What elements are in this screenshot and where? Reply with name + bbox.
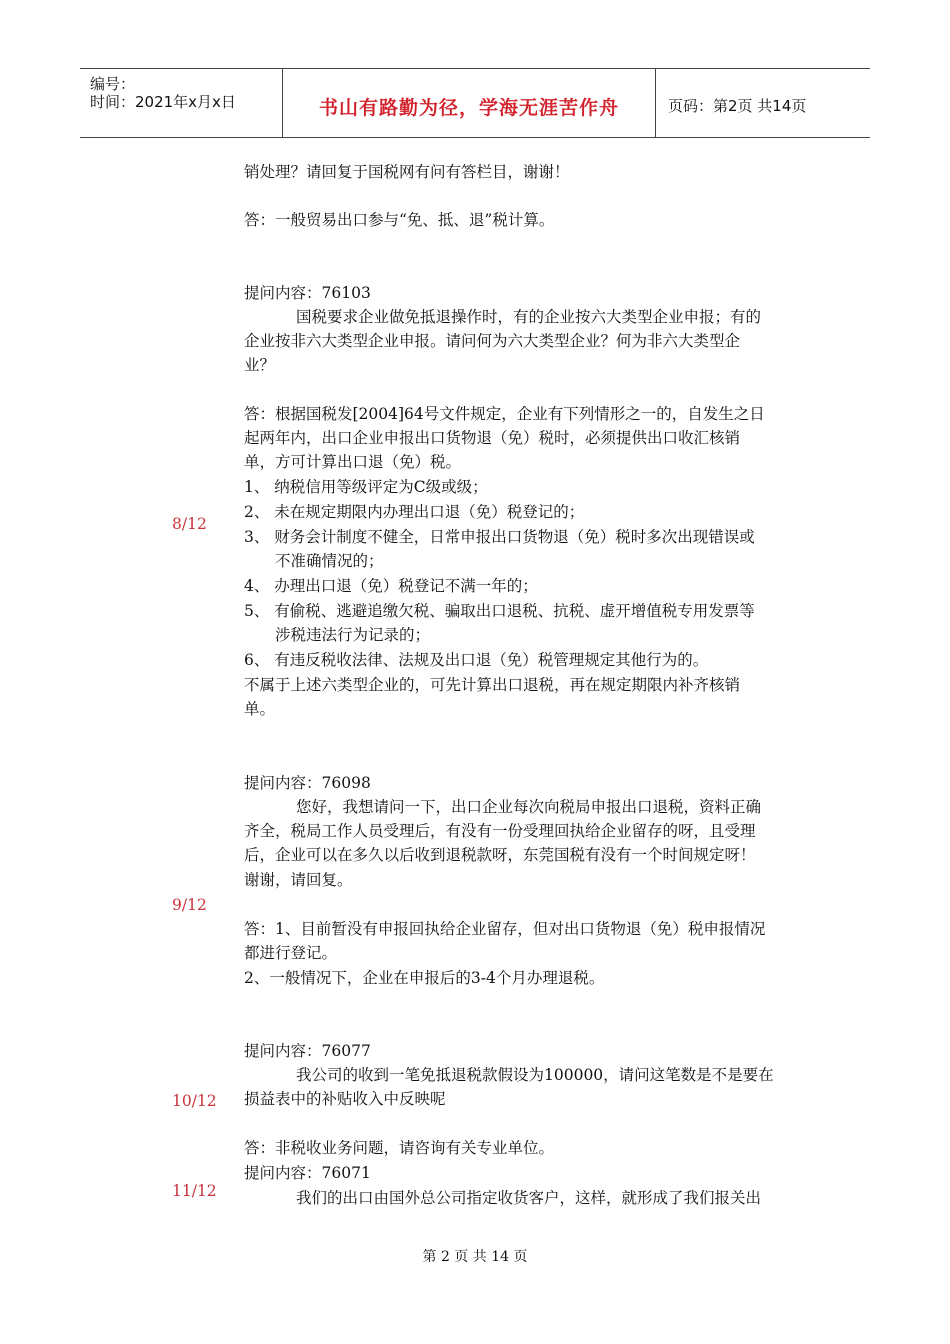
text-line: 我公司的收到一笔免抵退税款假设为100000，请问这笔数是不是要在 (296, 1066, 774, 1084)
side-page-mark: 11/12 (172, 1182, 217, 1200)
document-number: 编号： (90, 75, 136, 93)
list-item: 6、 有违反税收法律、法规及出口退（免）税管理规定其他行为的。 (244, 651, 709, 669)
answer-line: 答：根据国税发[2004]64号文件规定，企业有下列情形之一的，自发生之日 (244, 405, 765, 423)
text-line: 后，企业可以在多久以后收到退税款呀，东莞国税有没有一个时间规定呀！ (244, 846, 756, 864)
list-item: 4、 办理出口退（免）税登记不满一年的； (244, 577, 538, 595)
text-line: 企业按非六大类型企业申报。请问何为六大类型企业？何为非六大类型企 (244, 332, 741, 350)
text-line: 单。 (244, 700, 276, 718)
text-line: 我们的出口由国外总公司指定收货客户，这样，就形成了我们报关出 (296, 1189, 762, 1207)
header-meta-cell (80, 69, 283, 137)
text-line: 谢谢，请回复。 (244, 871, 353, 889)
text-line: 业？ (244, 356, 276, 374)
question-id: 提问内容：76103 (244, 284, 371, 302)
side-page-mark: 9/12 (172, 896, 207, 914)
answer-line: 答：非税收业务问题，请咨询有关专业单位。 (244, 1139, 555, 1157)
text-line: 都进行登记。 (244, 944, 338, 962)
text-line: 不属于上述六类型企业的，可先计算出口退税，再在规定期限内补齐核销 (244, 676, 741, 694)
text-line: 齐全，税局工作人员受理后，有没有一份受理回执给企业留存的呀，且受理 (244, 822, 756, 840)
list-item: 1、 纳税信用等级评定为C级或级； (244, 478, 488, 496)
text-line: 单，方可计算出口退（免）税。 (244, 453, 462, 471)
header-page-cell (656, 69, 870, 137)
header-motto-cell (283, 69, 656, 137)
document-date: 时间：2021年x月x日 (90, 93, 236, 111)
list-item-continuation: 不准确情况的； (275, 552, 384, 570)
page-indicator: 页码：第2页 共14页 (668, 97, 807, 115)
page-footer: 第 2 页 共 14 页 (422, 1249, 528, 1265)
text-line: 2、一般情况下，企业在申报后的3-4个月办理退税。 (244, 969, 605, 987)
page-header (80, 68, 870, 138)
answer-line: 答：一般贸易出口参与“免、抵、退”税计算。 (244, 211, 555, 229)
side-page-mark: 8/12 (172, 515, 207, 533)
side-page-mark: 10/12 (172, 1092, 217, 1110)
text-line: 起两年内，出口企业申报出口货物退（免）税时，必须提供出口收汇核销 (244, 429, 741, 447)
list-item-continuation: 涉税违法行为记录的； (275, 626, 431, 644)
text-line: 国税要求企业做免抵退操作时，有的企业按六大类型企业申报；有的 (296, 308, 762, 326)
list-item: 2、 未在规定期限内办理出口退（免）税登记的； (244, 503, 585, 521)
motto: 书山有路勤为径，学海无涯苦作舟 (318, 97, 619, 119)
text-line: 销处理？请回复于国税网有问有答栏目，谢谢！ (244, 163, 570, 181)
question-id: 提问内容：76071 (244, 1164, 371, 1182)
question-id: 提问内容：76077 (244, 1042, 371, 1060)
text-line: 您好，我想请问一下，出口企业每次向税局申报出口退税，资料正确 (296, 798, 762, 816)
answer-line: 答：1、目前暂没有申报回执给企业留存，但对出口货物退（免）税申报情况 (244, 920, 766, 938)
list-item: 5、 有偷税、逃避追缴欠税、骗取出口退税、抗税、虚开增值税专用发票等 (244, 602, 755, 620)
text-line: 损益表中的补贴收入中反映呢 (244, 1090, 446, 1108)
question-id: 提问内容：76098 (244, 774, 371, 792)
list-item: 3、 财务会计制度不健全，日常申报出口货物退（免）税时多次出现错误或 (244, 528, 755, 546)
